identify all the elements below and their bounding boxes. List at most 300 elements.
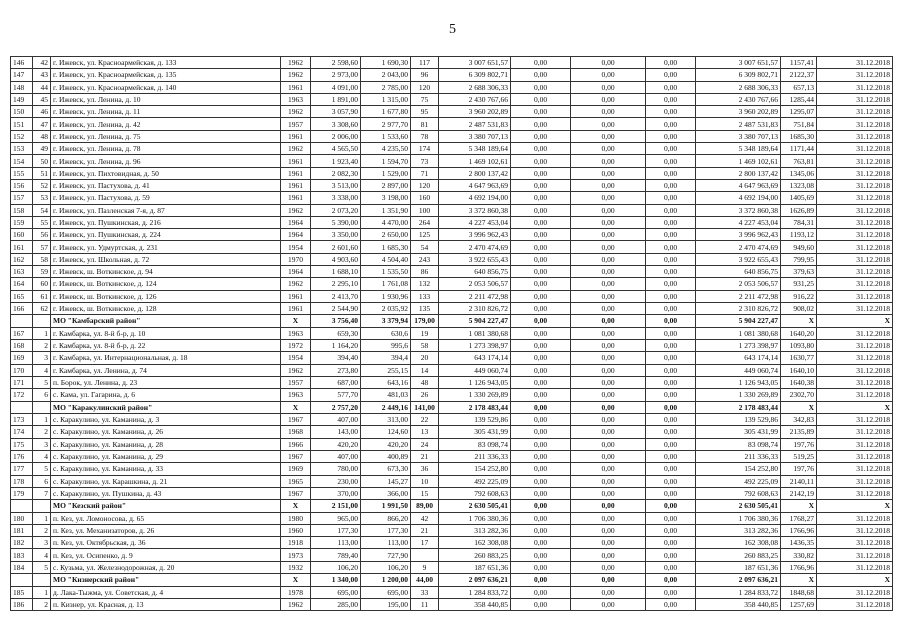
fund-2-cell: 0,00 <box>571 352 646 364</box>
residents-cell: 120 <box>411 179 439 191</box>
deadline-cell: 31.12.2018 <box>817 253 893 265</box>
year-cell: 1962 <box>281 364 311 376</box>
deadline-cell: 31.12.2018 <box>817 106 893 118</box>
year-cell: 1918 <box>281 537 311 549</box>
living-area-cell: 2 035,92 <box>361 302 411 314</box>
deadline-cell: 31.12.2018 <box>817 69 893 81</box>
total-area-cell: 4 565,50 <box>311 143 361 155</box>
total-area-cell: 2 973,00 <box>311 69 361 81</box>
fund-3-cell: 0,00 <box>646 143 696 155</box>
deadline-cell: 31.12.2018 <box>817 290 893 302</box>
row-number-cell: 173 <box>11 414 33 426</box>
local-index-cell: 46 <box>33 106 51 118</box>
fund-2-cell: 0,00 <box>571 524 646 536</box>
fund-1-cell: 0,00 <box>511 389 571 401</box>
year-cell: 1961 <box>281 290 311 302</box>
unit-cost-cell: 1630,77 <box>781 352 817 364</box>
unit-cost-cell: 916,22 <box>781 290 817 302</box>
fund-1-cell: 0,00 <box>511 475 571 487</box>
fund-2-cell: 0,00 <box>571 389 646 401</box>
residents-cell: 86 <box>411 266 439 278</box>
year-cell: 1978 <box>281 586 311 598</box>
year-cell: 1962 <box>281 598 311 610</box>
row-number-cell: 174 <box>11 426 33 438</box>
owners-funds-cell: 4 227 453,04 <box>696 216 781 228</box>
fund-2-cell: 0,00 <box>571 278 646 290</box>
living-area-cell: 2 449,16 <box>361 401 411 414</box>
fund-1-cell: 0,00 <box>511 192 571 204</box>
owners-funds-cell: 3 372 860,38 <box>696 204 781 216</box>
residents-cell: 71 <box>411 167 439 179</box>
owners-funds-cell: 2 630 505,41 <box>696 500 781 513</box>
owners-funds-cell: 1 330 269,89 <box>696 389 781 401</box>
deadline-cell: 31.12.2018 <box>817 327 893 339</box>
fund-3-cell: 0,00 <box>646 81 696 93</box>
fund-2-cell: 0,00 <box>571 167 646 179</box>
deadline-cell: 31.12.2018 <box>817 192 893 204</box>
local-index-cell: 59 <box>33 266 51 278</box>
residents-cell: 96 <box>411 69 439 81</box>
fund-1-cell: 0,00 <box>511 216 571 228</box>
total-area-cell: 2 082,30 <box>311 167 361 179</box>
cost-cell: 2 097 636,21 <box>439 574 511 587</box>
total-area-cell: 3 338,00 <box>311 192 361 204</box>
cost-cell: 313 282,36 <box>439 524 511 536</box>
local-index-cell <box>33 315 51 328</box>
local-index-cell: 3 <box>33 352 51 364</box>
fund-1-cell: 0,00 <box>511 426 571 438</box>
address-cell: с. Кама, ул. Гагарина, д. 6 <box>51 389 281 401</box>
residents-cell: 160 <box>411 192 439 204</box>
fund-3-cell: 0,00 <box>646 192 696 204</box>
living-area-cell: 481,03 <box>361 389 411 401</box>
address-cell: с. Кузьма, ул. Железнодорожная, д. 20 <box>51 561 281 573</box>
fund-2-cell: 0,00 <box>571 57 646 69</box>
fund-1-cell: 0,00 <box>511 500 571 513</box>
year-cell: 1966 <box>281 438 311 450</box>
residents-cell: 58 <box>411 340 439 352</box>
cost-cell: 3 960 202,89 <box>439 106 511 118</box>
local-index-cell: 57 <box>33 241 51 253</box>
fund-3-cell: 0,00 <box>646 315 696 328</box>
fund-1-cell: 0,00 <box>511 302 571 314</box>
fund-3-cell: 0,00 <box>646 414 696 426</box>
residents-cell: 17 <box>411 537 439 549</box>
deadline-cell: 31.12.2018 <box>817 167 893 179</box>
fund-1-cell: 0,00 <box>511 266 571 278</box>
unit-cost-cell: 931,25 <box>781 278 817 290</box>
unit-cost-cell: 1405,69 <box>781 192 817 204</box>
fund-1-cell: 0,00 <box>511 414 571 426</box>
local-index-cell: 56 <box>33 229 51 241</box>
table-row <box>11 290 893 302</box>
year-cell: 1961 <box>281 179 311 191</box>
residents-cell: 10 <box>411 475 439 487</box>
total-area-cell: 2 073,20 <box>311 204 361 216</box>
address-cell: г. Ижевск, ул. Пастухова, д. 41 <box>51 179 281 191</box>
deadline-cell: 31.12.2018 <box>817 414 893 426</box>
fund-1-cell: 0,00 <box>511 253 571 265</box>
deadline-cell: 31.12.2018 <box>817 266 893 278</box>
total-area-cell: 420,20 <box>311 438 361 450</box>
fund-3-cell: 0,00 <box>646 500 696 513</box>
row-number-cell: 169 <box>11 352 33 364</box>
local-index-cell: 50 <box>33 155 51 167</box>
fund-2-cell: 0,00 <box>571 290 646 302</box>
cost-cell: 2 310 826,72 <box>439 302 511 314</box>
unit-cost-cell: 1093,80 <box>781 340 817 352</box>
address-cell: п. Кизнер, ул. Красная, д. 13 <box>51 598 281 610</box>
row-number-cell: 155 <box>11 167 33 179</box>
owners-funds-cell: 2 430 767,66 <box>696 93 781 105</box>
living-area-cell: 4 504,40 <box>361 253 411 265</box>
year-cell: 1968 <box>281 426 311 438</box>
cost-cell: 139 529,86 <box>439 414 511 426</box>
fund-2-cell: 0,00 <box>571 81 646 93</box>
fund-1-cell: 0,00 <box>511 69 571 81</box>
residents-cell: 33 <box>411 586 439 598</box>
owners-funds-cell: 1 469 102,61 <box>696 155 781 167</box>
fund-2-cell: 0,00 <box>571 426 646 438</box>
year-cell: 1961 <box>281 167 311 179</box>
living-area-cell: 420,20 <box>361 438 411 450</box>
table-row <box>11 586 893 598</box>
fund-3-cell: 0,00 <box>646 302 696 314</box>
address-cell: д. Лака-Тыжма, ул. Советская, д. 4 <box>51 586 281 598</box>
living-area-cell: 124,60 <box>361 426 411 438</box>
owners-funds-cell: 2 053 506,57 <box>696 278 781 290</box>
fund-1-cell: 0,00 <box>511 81 571 93</box>
row-number-cell: 146 <box>11 57 33 69</box>
living-area-cell: 1 200,00 <box>361 574 411 587</box>
living-area-cell: 3 379,94 <box>361 315 411 328</box>
unit-cost-cell: 657,13 <box>781 81 817 93</box>
living-area-cell: 673,30 <box>361 463 411 475</box>
unit-cost-cell: 2135,89 <box>781 426 817 438</box>
deadline-cell: X <box>817 574 893 587</box>
residents-cell: 133 <box>411 290 439 302</box>
local-index-cell: 1 <box>33 327 51 339</box>
unit-cost-cell: 799,95 <box>781 253 817 265</box>
living-area-cell: 1 685,30 <box>361 241 411 253</box>
table-row <box>11 487 893 499</box>
living-area-cell: 1 991,50 <box>361 500 411 513</box>
living-area-cell: 394,4 <box>361 352 411 364</box>
fund-2-cell: 0,00 <box>571 229 646 241</box>
year-cell: X <box>281 401 311 414</box>
owners-funds-cell: 211 336,33 <box>696 450 781 462</box>
local-index-cell: 45 <box>33 93 51 105</box>
fund-3-cell: 0,00 <box>646 118 696 130</box>
cost-cell: 6 309 802,71 <box>439 69 511 81</box>
deadline-cell: 31.12.2018 <box>817 512 893 524</box>
local-index-cell: 7 <box>33 487 51 499</box>
residents-cell: 141,00 <box>411 401 439 414</box>
total-area-cell: 370,00 <box>311 487 361 499</box>
total-area-cell: 1 164,20 <box>311 340 361 352</box>
fund-3-cell: 0,00 <box>646 130 696 142</box>
year-cell: 1973 <box>281 549 311 561</box>
address-cell: г. Ижевск, ул. Ленина, д. 96 <box>51 155 281 167</box>
address-cell: с. Каракулино, ул. Каманина, д. 26 <box>51 426 281 438</box>
local-index-cell: 47 <box>33 118 51 130</box>
row-number-cell: 179 <box>11 487 33 499</box>
address-cell: п. Кез, ул. Осипенко, д. 9 <box>51 549 281 561</box>
cost-cell: 3 996 962,43 <box>439 229 511 241</box>
local-index-cell: 2 <box>33 340 51 352</box>
fund-3-cell: 0,00 <box>646 487 696 499</box>
living-area-cell: 4 235,50 <box>361 143 411 155</box>
cost-cell: 187 651,36 <box>439 561 511 573</box>
residents-cell: 117 <box>411 57 439 69</box>
year-cell: 1962 <box>281 69 311 81</box>
owners-funds-cell: 4 692 194,00 <box>696 192 781 204</box>
cost-cell: 643 174,14 <box>439 352 511 364</box>
unit-cost-cell: 1157,41 <box>781 57 817 69</box>
owners-funds-cell: 139 529,86 <box>696 414 781 426</box>
row-number-cell: 159 <box>11 216 33 228</box>
year-cell: 1980 <box>281 512 311 524</box>
year-cell: X <box>281 500 311 513</box>
deadline-cell: 31.12.2018 <box>817 524 893 536</box>
address-cell: п. Борок, ул. Ленина, д. 23 <box>51 376 281 388</box>
unit-cost-cell: 197,76 <box>781 438 817 450</box>
deadline-cell: 31.12.2018 <box>817 241 893 253</box>
row-number-cell: 158 <box>11 204 33 216</box>
fund-3-cell: 0,00 <box>646 586 696 598</box>
district-name-cell: МО "Кизнерский район" <box>51 574 281 587</box>
total-area-cell: 2 413,70 <box>311 290 361 302</box>
living-area-cell: 106,20 <box>361 561 411 573</box>
residents-cell: 9 <box>411 561 439 573</box>
fund-1-cell: 0,00 <box>511 537 571 549</box>
local-index-cell: 4 <box>33 549 51 561</box>
table-row <box>11 118 893 130</box>
fund-3-cell: 0,00 <box>646 475 696 487</box>
cost-cell: 2 430 767,66 <box>439 93 511 105</box>
deadline-cell: 31.12.2018 <box>817 352 893 364</box>
living-area-cell: 2 897,00 <box>361 179 411 191</box>
local-index-cell: 42 <box>33 57 51 69</box>
row-number-cell <box>11 315 33 328</box>
deadline-cell: 31.12.2018 <box>817 487 893 499</box>
table-row <box>11 69 893 81</box>
local-index-cell: 1 <box>33 586 51 598</box>
residents-cell: 13 <box>411 426 439 438</box>
table-row <box>11 438 893 450</box>
local-index-cell: 44 <box>33 81 51 93</box>
total-area-cell: 3 513,00 <box>311 179 361 191</box>
deadline-cell: X <box>817 401 893 414</box>
owners-funds-cell: 154 252,80 <box>696 463 781 475</box>
fund-2-cell: 0,00 <box>571 106 646 118</box>
total-area-cell: 4 091,00 <box>311 81 361 93</box>
local-index-cell: 54 <box>33 204 51 216</box>
year-cell: 1954 <box>281 352 311 364</box>
address-cell: г. Ижевск, ш. Воткинское, д. 126 <box>51 290 281 302</box>
year-cell: 1962 <box>281 278 311 290</box>
fund-2-cell: 0,00 <box>571 500 646 513</box>
unit-cost-cell: 1848,68 <box>781 586 817 598</box>
deadline-cell: 31.12.2018 <box>817 463 893 475</box>
fund-1-cell: 0,00 <box>511 524 571 536</box>
address-cell: г. Ижевск, ул. Пушкинская, д. 224 <box>51 229 281 241</box>
row-number-cell: 183 <box>11 549 33 561</box>
fund-2-cell: 0,00 <box>571 512 646 524</box>
fund-3-cell: 0,00 <box>646 463 696 475</box>
living-area-cell: 113,00 <box>361 537 411 549</box>
residents-cell: 48 <box>411 376 439 388</box>
fund-1-cell: 0,00 <box>511 167 571 179</box>
cost-cell: 3 380 707,13 <box>439 130 511 142</box>
cost-cell: 640 856,75 <box>439 266 511 278</box>
cost-cell: 305 431,99 <box>439 426 511 438</box>
table-row <box>11 106 893 118</box>
unit-cost-cell: 1640,20 <box>781 327 817 339</box>
fund-2-cell: 0,00 <box>571 253 646 265</box>
fund-3-cell: 0,00 <box>646 327 696 339</box>
local-index-cell: 62 <box>33 302 51 314</box>
unit-cost-cell: 342,83 <box>781 414 817 426</box>
local-index-cell: 58 <box>33 253 51 265</box>
fund-3-cell: 0,00 <box>646 574 696 587</box>
address-cell: г. Камбарка, ул. 8-й б-р, д. 10 <box>51 327 281 339</box>
living-area-cell: 177,30 <box>361 524 411 536</box>
total-area-cell: 3 350,00 <box>311 229 361 241</box>
row-number-cell: 176 <box>11 450 33 462</box>
row-number-cell: 167 <box>11 327 33 339</box>
residents-cell: 78 <box>411 130 439 142</box>
table-row <box>11 241 893 253</box>
row-number-cell: 186 <box>11 598 33 610</box>
fund-3-cell: 0,00 <box>646 450 696 462</box>
row-number-cell: 184 <box>11 561 33 573</box>
living-area-cell: 2 043,00 <box>361 69 411 81</box>
deadline-cell: 31.12.2018 <box>817 57 893 69</box>
year-cell: 1964 <box>281 216 311 228</box>
total-area-cell: 106,20 <box>311 561 361 573</box>
fund-2-cell: 0,00 <box>571 93 646 105</box>
total-area-cell: 113,00 <box>311 537 361 549</box>
total-area-cell: 2 601,60 <box>311 241 361 253</box>
fund-1-cell: 0,00 <box>511 106 571 118</box>
fund-3-cell: 0,00 <box>646 278 696 290</box>
fund-3-cell: 0,00 <box>646 376 696 388</box>
living-area-cell: 866,20 <box>361 512 411 524</box>
table-row <box>11 598 893 610</box>
fund-1-cell: 0,00 <box>511 438 571 450</box>
year-cell: 1967 <box>281 450 311 462</box>
unit-cost-cell: 784,31 <box>781 216 817 228</box>
owners-funds-cell: 3 380 707,13 <box>696 130 781 142</box>
row-number-cell: 181 <box>11 524 33 536</box>
table-row <box>11 327 893 339</box>
local-index-cell: 5 <box>33 463 51 475</box>
fund-3-cell: 0,00 <box>646 537 696 549</box>
living-area-cell: 727,90 <box>361 549 411 561</box>
owners-funds-cell: 305 431,99 <box>696 426 781 438</box>
total-area-cell: 1 340,00 <box>311 574 361 587</box>
table-row <box>11 143 893 155</box>
table-row <box>11 155 893 167</box>
total-area-cell: 143,00 <box>311 426 361 438</box>
deadline-cell: X <box>817 315 893 328</box>
cost-cell: 162 308,08 <box>439 537 511 549</box>
deadline-cell: 31.12.2018 <box>817 537 893 549</box>
cost-cell: 1 126 943,05 <box>439 376 511 388</box>
owners-funds-cell: 162 308,08 <box>696 537 781 549</box>
year-cell: 1972 <box>281 340 311 352</box>
row-number-cell: 161 <box>11 241 33 253</box>
cost-cell: 3 922 655,43 <box>439 253 511 265</box>
fund-2-cell: 0,00 <box>571 340 646 352</box>
address-cell: г. Ижевск, ул. Красноармейская, д. 133 <box>51 57 281 69</box>
unit-cost-cell: 1285,44 <box>781 93 817 105</box>
year-cell: 1963 <box>281 327 311 339</box>
residents-cell: 125 <box>411 229 439 241</box>
fund-1-cell: 0,00 <box>511 450 571 462</box>
subtotal-row <box>11 401 893 414</box>
living-area-cell: 195,00 <box>361 598 411 610</box>
fund-3-cell: 0,00 <box>646 438 696 450</box>
table-row <box>11 376 893 388</box>
fund-1-cell: 0,00 <box>511 376 571 388</box>
address-cell: с. Каракулино, ул. Каманина, д. 33 <box>51 463 281 475</box>
local-index-cell <box>33 401 51 414</box>
fund-1-cell: 0,00 <box>511 340 571 352</box>
residents-cell: 44,00 <box>411 574 439 587</box>
deadline-cell: 31.12.2018 <box>817 426 893 438</box>
cost-cell: 3 007 651,57 <box>439 57 511 69</box>
unit-cost-cell: 949,60 <box>781 241 817 253</box>
deadline-cell: 31.12.2018 <box>817 376 893 388</box>
owners-funds-cell: 3 007 651,57 <box>696 57 781 69</box>
unit-cost-cell: 2142,19 <box>781 487 817 499</box>
local-index-cell: 5 <box>33 561 51 573</box>
local-index-cell: 52 <box>33 179 51 191</box>
table-row <box>11 278 893 290</box>
living-area-cell: 1 529,00 <box>361 167 411 179</box>
row-number-cell: 182 <box>11 537 33 549</box>
row-number-cell: 160 <box>11 229 33 241</box>
fund-2-cell: 0,00 <box>571 69 646 81</box>
cost-cell: 2 630 505,41 <box>439 500 511 513</box>
cost-cell: 2 470 474,69 <box>439 241 511 253</box>
cost-cell: 449 060,74 <box>439 364 511 376</box>
table-row <box>11 57 893 69</box>
deadline-cell: 31.12.2018 <box>817 93 893 105</box>
table-row <box>11 130 893 142</box>
address-cell: г. Ижевск, ул. Пастухова, д. 59 <box>51 192 281 204</box>
address-cell: с. Каракулино, ул. Карашкина, д. 21 <box>51 475 281 487</box>
fund-2-cell: 0,00 <box>571 266 646 278</box>
deadline-cell: 31.12.2018 <box>817 561 893 573</box>
unit-cost-cell: 1193,12 <box>781 229 817 241</box>
cost-cell: 2 487 531,83 <box>439 118 511 130</box>
year-cell: 1962 <box>281 204 311 216</box>
fund-1-cell: 0,00 <box>511 229 571 241</box>
residents-cell: 100 <box>411 204 439 216</box>
fund-1-cell: 0,00 <box>511 130 571 142</box>
unit-cost-cell: 751,84 <box>781 118 817 130</box>
cost-cell: 2 053 506,57 <box>439 278 511 290</box>
year-cell: 1957 <box>281 118 311 130</box>
table-row <box>11 463 893 475</box>
residents-cell: 179,00 <box>411 315 439 328</box>
living-area-cell: 1 594,70 <box>361 155 411 167</box>
local-index-cell: 1 <box>33 414 51 426</box>
local-index-cell: 3 <box>33 537 51 549</box>
